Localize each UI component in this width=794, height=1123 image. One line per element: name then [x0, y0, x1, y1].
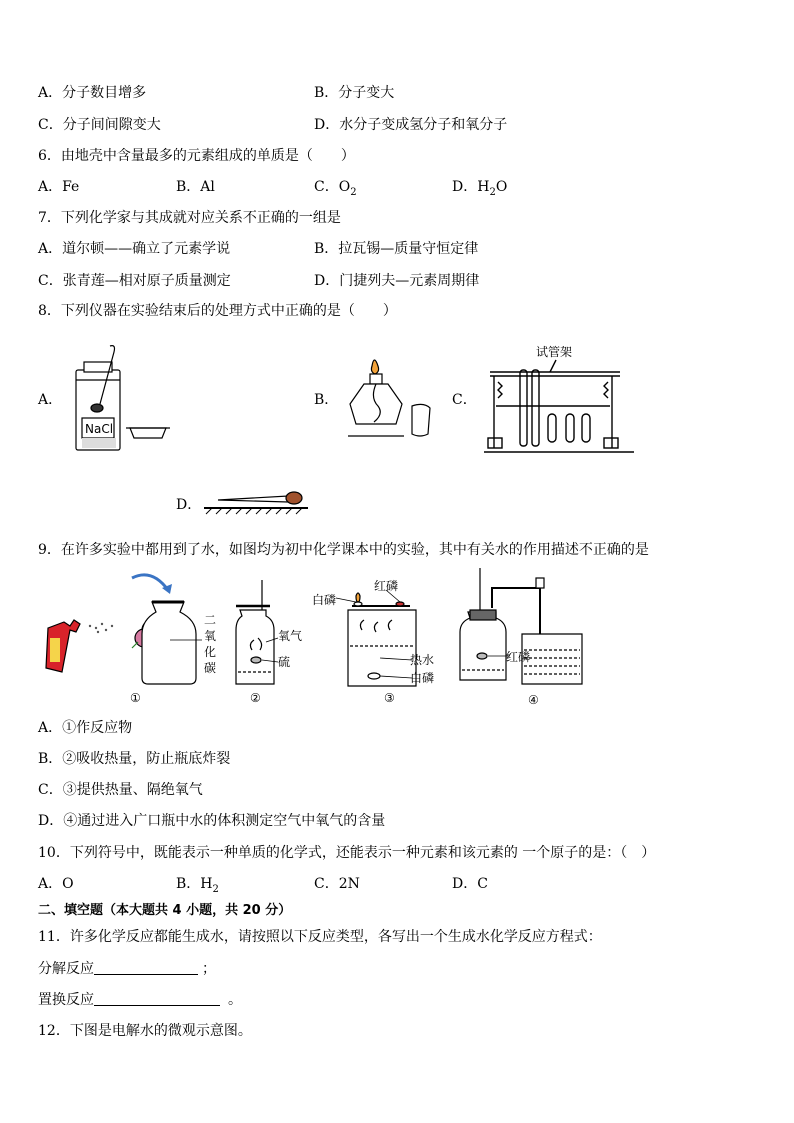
- q7-stem: 7．下列化学家与其成就对应关系不正确的一组是: [38, 210, 341, 226]
- q6-stem: 6．由地壳中含量最多的元素组成的单质是（ ）: [38, 148, 355, 164]
- co2-label-1: 二: [204, 613, 217, 627]
- white-p-label: 白磷: [312, 593, 337, 607]
- q8-option-b-label: B．: [314, 392, 339, 408]
- q9-option-a: A．①作反应物: [38, 720, 133, 736]
- q10-option-d: D．C: [452, 876, 488, 892]
- q9-figure-3-combustion: [312, 580, 442, 708]
- q11-line1: 分解反应 ；: [38, 961, 216, 977]
- q6-option-c: C．$O_2$: [314, 179, 357, 198]
- q9-stem: 9．在许多实验中都用到了水，如图均为初中化学课本中的实验，其中有关水的作用描述不正确的是: [38, 542, 649, 558]
- q5-option-b: B．分子变大: [314, 85, 395, 101]
- rack-label: 试管架: [536, 345, 573, 359]
- q7-option-b: B．拉瓦锡—质量守恒定律: [314, 241, 479, 257]
- red-p4-label: 红磷: [506, 650, 531, 664]
- q6-option-d: D．$H_2O$: [452, 179, 508, 198]
- q11-line2: 置换反应 。: [38, 992, 242, 1008]
- q8-figure-d-dropper: [204, 486, 314, 516]
- q10-stem: 10．下列符号中，既能表示一种单质的化学式，还能表示一种元素和该元素的 一个原子的是：（ ）: [38, 845, 656, 861]
- q8-figure-b-alcohol-lamp: [340, 352, 440, 442]
- q7-option-c: C．张青莲—相对原子质量测定: [38, 273, 231, 289]
- q5-option-d: D．水分子变成氢分子和氧分子: [314, 117, 508, 133]
- co2-label-2: 氧: [204, 629, 217, 643]
- q7-option-d: D．门捷列夫—元素周期律: [314, 273, 480, 289]
- q8-stem: 8．下列仪器在实验结束后的处理方式中正确的是（ ）: [38, 303, 397, 319]
- section-title-fill-blank: 二、填空题（本大题共 4 小题，共 20 分）: [38, 903, 292, 918]
- q8-option-a-label: A．: [38, 392, 63, 408]
- q10-option-a: A．O: [38, 876, 74, 892]
- q9-option-d: D．④通过进入广口瓶中水的体积测定空气中氧气的含量: [38, 813, 386, 829]
- q10-option-b: B．$H_2$: [176, 876, 219, 895]
- sulfur-label: 硫: [278, 655, 291, 669]
- co2-label-3: 化: [204, 645, 217, 659]
- white-p-bottom-label: 白磷: [410, 671, 435, 685]
- q7-option-a: A．道尔顿——确立了元素学说: [38, 241, 231, 257]
- q9-option-c: C．③提供热量、隔绝氧气: [38, 782, 203, 798]
- nacl-label: NaCl: [85, 422, 114, 436]
- q5-option-c: C．分子间间隙变大: [38, 117, 161, 133]
- q6-option-b: B．Al: [176, 179, 215, 195]
- q8-option-c-label: C．: [452, 392, 477, 408]
- q9-figure-4-oxygen-content: [456, 568, 596, 708]
- red-p-label: 红磷: [374, 579, 399, 593]
- fig4-label: ④: [528, 693, 539, 707]
- q9-figure-2-sulfur-oxygen: [230, 580, 310, 708]
- hot-water-label: 热水: [410, 653, 435, 667]
- q8-option-d-label: D．: [176, 497, 202, 513]
- co2-label-4: 碳: [204, 661, 217, 675]
- q8-figure-c-test-tube-rack: [480, 342, 640, 458]
- q10-option-c: C．2N: [314, 876, 360, 892]
- q11-stem: 11．许多化学反应都能生成水，请按照以下反应类型，各写出一个生成水化学反应方程式：: [38, 929, 602, 945]
- q8-figure-a-reagent-bottle: [70, 342, 180, 454]
- q12-stem: 12．下图是电解水的微观示意图。: [38, 1023, 252, 1039]
- fig3-label: ③: [384, 691, 395, 705]
- fig1-label: ①: [130, 691, 141, 705]
- q9-figure-1-co2-spray: [40, 568, 230, 708]
- q11-blank-1[interactable]: [94, 960, 198, 975]
- q5-option-a: A．分子数目增多: [38, 85, 147, 101]
- fig2-label: ②: [250, 691, 261, 705]
- q9-option-b: B．②吸收热量，防止瓶底炸裂: [38, 751, 231, 767]
- q6-option-a: A．Fe: [38, 179, 80, 195]
- q11-blank-2[interactable]: [94, 991, 220, 1006]
- oxygen-label: 氧气: [278, 629, 303, 643]
